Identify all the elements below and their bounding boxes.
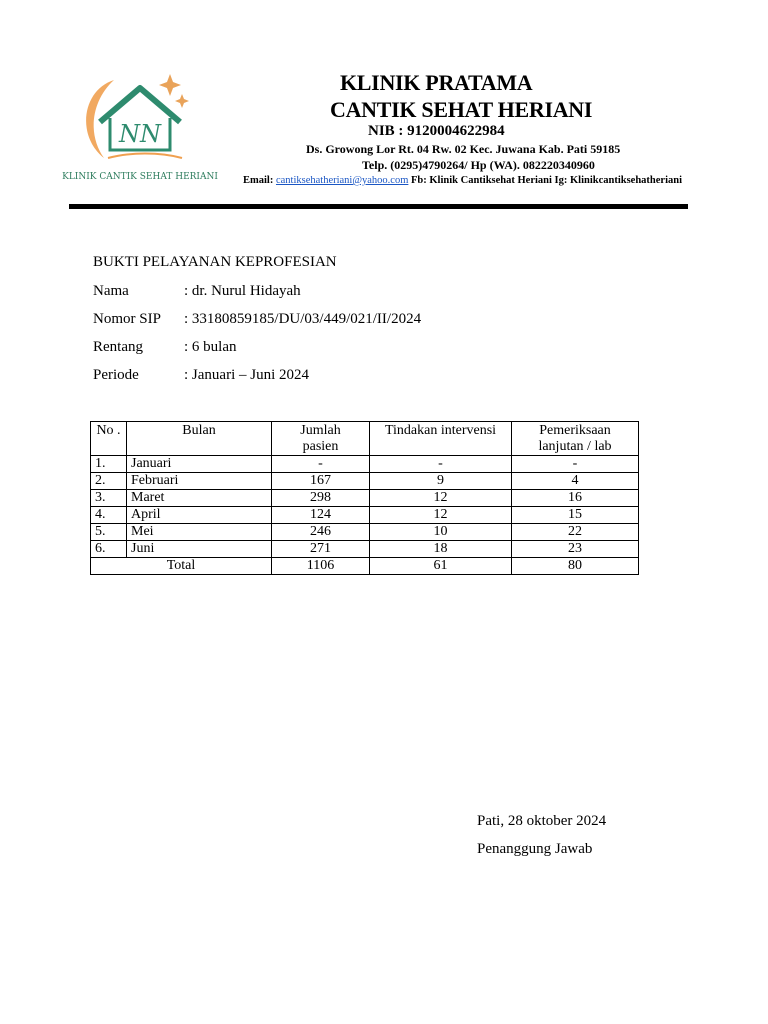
- total-label: Total: [91, 558, 272, 575]
- table-row: [91, 456, 639, 473]
- header-no: No .: [91, 422, 127, 456]
- total-jumlah: 1106: [272, 558, 370, 575]
- field-label-periode: Periode: [93, 367, 139, 383]
- service-table: [90, 421, 639, 575]
- table-row: [91, 507, 639, 524]
- header-bulan: Bulan: [127, 422, 272, 456]
- cell-bulan: Mei: [127, 524, 272, 541]
- cell-bulan: April: [127, 507, 272, 524]
- cell-pemeriksaan: 15: [512, 507, 639, 524]
- field-value-rentang: : 6 bulan: [184, 339, 237, 355]
- clinic-logo-icon: [62, 66, 218, 188]
- header-tindakan: Tindakan intervensi: [370, 422, 512, 456]
- cell-jumlah: 271: [272, 541, 370, 558]
- svg-text:NN: NN: [119, 120, 161, 148]
- cell-no: 5.: [91, 524, 127, 541]
- email-link[interactable]: cantiksehatheriani@yahoo.com: [275, 175, 409, 186]
- clinic-contact: [243, 175, 703, 186]
- cell-jumlah: 124: [272, 507, 370, 524]
- cell-jumlah: 246: [272, 524, 370, 541]
- table-row: [91, 541, 639, 558]
- table-header-row: [91, 422, 639, 456]
- field-value-sip: : 33180859185/DU/03/449/021/II/2024: [184, 311, 422, 327]
- cell-no: 4.: [91, 507, 127, 524]
- cell-tindakan: 12: [370, 490, 512, 507]
- cell-jumlah: 298: [272, 490, 370, 507]
- cell-pemeriksaan: 22: [512, 524, 639, 541]
- clinic-phone: Telp. (0295)4790264/ Hp (WA). 082220340960: [362, 158, 595, 172]
- signature-date: Pati, 28 oktober 2024: [477, 813, 607, 829]
- field-value-nama: : dr. Nurul Hidayah: [184, 283, 301, 299]
- cell-tindakan: 18: [370, 541, 512, 558]
- svg-text:KLINIK CANTIK SEHAT HERIANI: KLINIK CANTIK SEHAT HERIANI: [62, 172, 218, 182]
- cell-jumlah: 167: [272, 473, 370, 490]
- table-row: [91, 524, 639, 541]
- table-row: [91, 473, 639, 490]
- cell-no: 3.: [91, 490, 127, 507]
- field-label-nama: Nama: [93, 283, 129, 299]
- clinic-nib: NIB : 9120004622984: [368, 123, 505, 139]
- table-total-row: [91, 558, 639, 575]
- cell-no: 1.: [91, 456, 127, 473]
- cell-tindakan: 12: [370, 507, 512, 524]
- header-pemeriksaan: Pemeriksaan lanjutan / lab: [512, 422, 639, 456]
- total-tindakan: 61: [370, 558, 512, 575]
- cell-pemeriksaan: 4: [512, 473, 639, 490]
- cell-bulan: Maret: [127, 490, 272, 507]
- field-value-periode: : Januari – Juni 2024: [184, 367, 309, 383]
- social-accounts: Fb: Klinik Cantiksehat Heriani Ig: Klinikcantiksehatheriani: [411, 175, 683, 186]
- cell-tindakan: 9: [370, 473, 512, 490]
- cell-bulan: Januari: [127, 456, 272, 473]
- cell-bulan: Februari: [127, 473, 272, 490]
- document-title: BUKTI PELAYANAN KEPROFESIAN: [93, 254, 337, 270]
- cell-no: 6.: [91, 541, 127, 558]
- cell-tindakan: 10: [370, 524, 512, 541]
- cell-pemeriksaan: 23: [512, 541, 639, 558]
- field-label-rentang: Rentang: [93, 339, 143, 355]
- signature-role: Penanggung Jawab: [477, 841, 593, 857]
- clinic-name-line1: KLINIK PRATAMA: [340, 70, 533, 95]
- table-row: [91, 490, 639, 507]
- cell-pemeriksaan: 16: [512, 490, 639, 507]
- cell-pemeriksaan: -: [512, 456, 639, 473]
- total-pemeriksaan: 80: [512, 558, 639, 575]
- email-label: Email:: [243, 175, 274, 186]
- field-label-sip: Nomor SIP: [93, 311, 161, 327]
- cell-jumlah: -: [272, 456, 370, 473]
- clinic-address: Ds. Growong Lor Rt. 04 Rw. 02 Kec. Juwana Kab. Pati 59185: [306, 142, 621, 156]
- cell-tindakan: -: [370, 456, 512, 473]
- cell-no: 2.: [91, 473, 127, 490]
- header-jumlah: Jumlah pasien: [272, 422, 370, 456]
- clinic-name-line2: CANTIK SEHAT HERIANI: [330, 97, 593, 122]
- cell-bulan: Juni: [127, 541, 272, 558]
- header-divider: [69, 204, 688, 209]
